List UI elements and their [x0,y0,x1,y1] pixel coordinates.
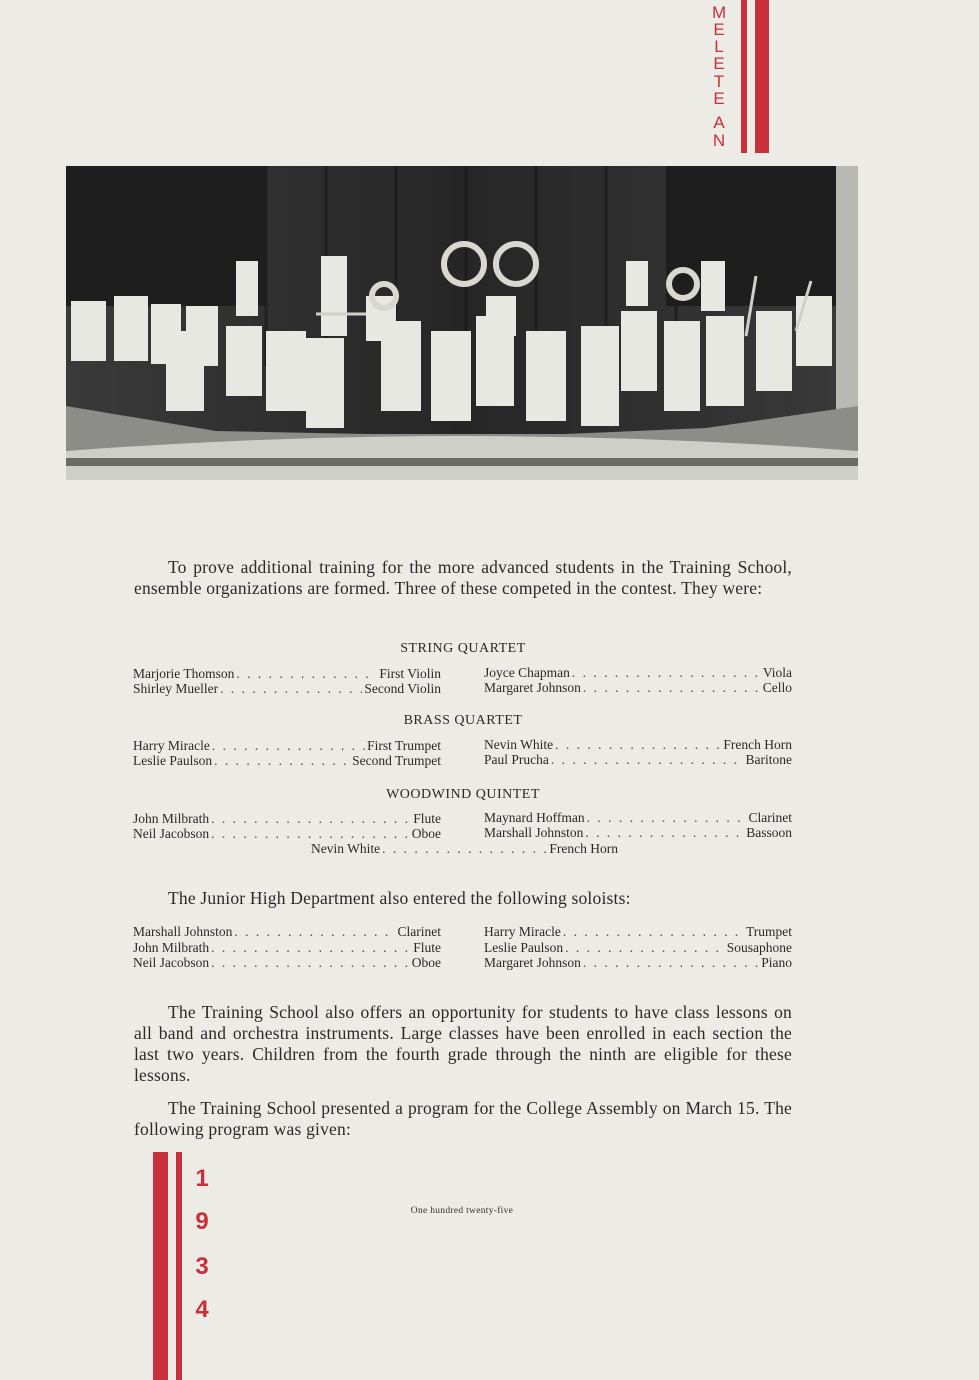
leader-dots [211,811,411,826]
leader-dots [585,825,744,840]
leader-dots [220,681,362,696]
roster-row [133,753,441,768]
title-letter: N [712,131,726,150]
roster-row [133,811,441,826]
year-digit: 4 [195,1296,209,1323]
roster-row [133,940,441,955]
member-name: Maynard Hoffman [484,810,585,825]
member-instrument: Sousaphone [726,940,792,955]
leader-dots [382,841,547,856]
roster-row [311,841,618,856]
member-instrument: Baritone [745,752,792,767]
leader-dots [587,810,747,825]
page-number: One hundred twenty-five [410,1206,514,1216]
member-name: Margaret Johnson [484,680,581,695]
roster-row [133,738,441,753]
year-digit: 3 [195,1253,209,1280]
member-name: Neil Jacobson [133,955,210,970]
member-instrument: Cello [762,680,792,695]
woodwind-quintet-heading: WOODWIND QUINTET [386,787,540,802]
member-instrument: Bassoon [746,825,792,840]
bottom-red-bar-thin [176,1152,182,1380]
roster-row [133,666,441,681]
member-instrument: First Trumpet [367,738,441,753]
member-name: Leslie Paulson [484,940,564,955]
member-instrument: First Violin [379,666,441,681]
leader-dots [563,924,744,939]
member-name: Harry Miracle [484,924,561,939]
member-name: Marjorie Thomson [133,666,235,681]
roster-row [484,665,792,680]
member-instrument: Flute [413,940,441,955]
title-letter: E [713,20,725,39]
member-instrument: Clarinet [397,924,441,939]
roster-row [484,940,792,955]
year-digit: 1 [195,1165,209,1192]
title-letter: E [713,54,725,73]
leader-dots [572,665,761,680]
member-name: Nevin White [484,737,554,752]
string-quartet-heading: STRING QUARTET [400,641,526,656]
roster-row [484,752,792,767]
leader-dots [583,680,761,695]
roster-row [484,737,792,752]
roster-row [133,681,441,696]
title-letter: E [713,89,725,108]
member-instrument: Oboe [411,955,441,970]
member-instrument: Viola [762,665,792,680]
title-letter: T [713,72,725,91]
top-red-bar-thick [755,0,769,153]
member-instrument: French Horn [723,737,792,752]
member-name: Paul Prucha [484,752,549,767]
member-name: Harry Miracle [133,738,210,753]
roster-row [484,825,792,840]
member-name: Margaret Johnson [484,955,581,970]
member-name: Marshall Johnston [133,924,233,939]
roster-row [133,826,441,841]
title-letter: L [714,37,724,56]
year-digit: 9 [195,1208,209,1235]
roster-row [484,680,792,695]
member-name: Neil Jacobson [133,826,210,841]
leader-dots [565,940,725,955]
member-name: John Milbrath [133,811,210,826]
intro-paragraph: To prove additional training for the more advanced students in the Training School, ensemble organizations are formed. Three of these competed in the contest. They were: [134,557,792,598]
roster-row [484,955,792,970]
member-name: Leslie Paulson [133,753,213,768]
bottom-red-bar-thick [153,1152,168,1380]
title-letter: A [713,113,725,132]
brass-quartet-heading: BRASS QUARTET [403,713,523,728]
band-photograph [66,166,858,480]
leader-dots [214,753,350,768]
roster-row [133,955,441,970]
leader-dots [551,752,744,767]
member-instrument: Clarinet [748,810,792,825]
soloists-intro: The Junior High Department also entered the following soloists: [168,888,631,908]
member-name: Nevin White [311,841,381,856]
member-instrument: Second Trumpet [352,753,441,768]
leader-dots [211,826,410,841]
lessons-paragraph: The Training School also offers an opportunity for students to have class lessons on all band and orchestra instruments. Large classes have been enrolled in each section the last two years. Children from the fourth grade through the ninth are eligible for these lessons. [134,1002,792,1085]
member-name: Joyce Chapman [484,665,570,680]
leader-dots [211,940,411,955]
member-instrument: Flute [413,811,441,826]
member-name: Shirley Mueller [133,681,219,696]
leader-dots [212,738,365,753]
member-name: John Milbrath [133,940,210,955]
assembly-paragraph: The Training School presented a program for the College Assembly on March 15. The following program was given: [134,1098,792,1139]
band-photo-illustration [66,166,858,480]
leader-dots [583,955,759,970]
leader-dots [234,924,395,939]
leader-dots [236,666,377,681]
roster-row [484,924,792,939]
member-name: Marshall Johnston [484,825,584,840]
roster-row [133,924,441,939]
leader-dots [211,955,410,970]
top-red-bar-thin [741,0,747,153]
member-instrument: Trumpet [745,924,792,939]
title-letter: M [712,3,727,22]
leader-dots [555,737,721,752]
member-instrument: French Horn [549,841,618,856]
roster-row [484,810,792,825]
member-instrument: Oboe [411,826,441,841]
member-instrument: Piano [761,955,792,970]
member-instrument: Second Violin [364,681,441,696]
